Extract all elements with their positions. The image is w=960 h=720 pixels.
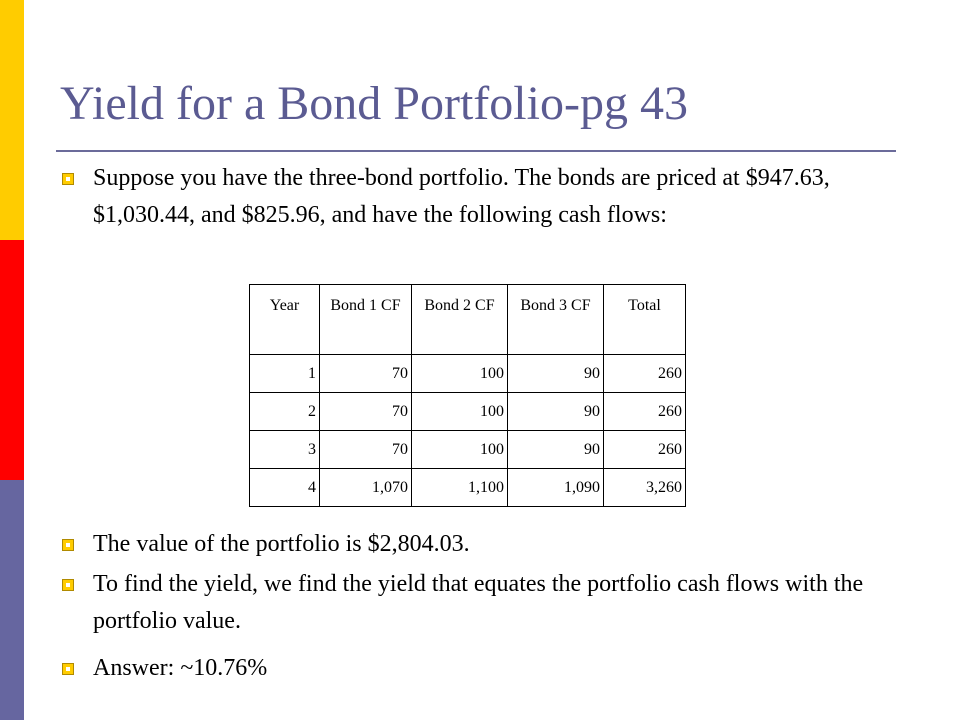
bullet-text: Suppose you have the three-bond portfolio. The bonds are priced at $947.63, $1,030.44, and $825.96, and have the following cash flows: — [93, 165, 830, 228]
accent-bar-red — [0, 240, 24, 480]
bullet-item — [62, 526, 882, 563]
table-row — [250, 393, 686, 431]
table-row — [250, 355, 686, 393]
slide-title: Yield for a Bond Portfolio-pg 43 — [60, 77, 688, 130]
bullet-item — [62, 650, 882, 687]
title-underline — [56, 150, 896, 152]
table-cell: 3 — [250, 431, 320, 469]
table-cell: 2 — [250, 393, 320, 431]
table-cell: 100 — [412, 393, 508, 431]
table-cell: 90 — [508, 355, 604, 393]
table-cell: 100 — [412, 431, 508, 469]
table-cell: 70 — [320, 393, 412, 431]
accent-bar-blue — [0, 480, 24, 720]
bullet-text: To find the yield, we find the yield that equates the portfolio cash flows with the portfolio value. — [93, 571, 864, 634]
table-row — [250, 469, 686, 507]
table-cell: 260 — [604, 431, 686, 469]
table-header-cell: Bond 3 CF — [508, 285, 604, 355]
bullet-text: The value of the portfolio is $2,804.03. — [93, 531, 470, 557]
accent-bar-yellow — [0, 0, 24, 240]
table-cell: 100 — [412, 355, 508, 393]
square-bullet-icon — [62, 579, 74, 591]
table-cell: 4 — [250, 469, 320, 507]
bullet-text: Answer: ~10.76% — [93, 655, 268, 681]
table-cell: 260 — [604, 355, 686, 393]
table-row — [250, 431, 686, 469]
table-cell: 70 — [320, 431, 412, 469]
table-cell: 260 — [604, 393, 686, 431]
bullet-item — [62, 160, 882, 234]
table-cell: 90 — [508, 393, 604, 431]
table-cell: 3,260 — [604, 469, 686, 507]
table-header-cell: Bond 2 CF — [412, 285, 508, 355]
table-cell: 1,100 — [412, 469, 508, 507]
square-bullet-icon — [62, 173, 74, 185]
table-cell: 90 — [508, 431, 604, 469]
table-cell: 1 — [250, 355, 320, 393]
square-bullet-icon — [62, 663, 74, 675]
table-header-cell: Year — [250, 285, 320, 355]
square-bullet-icon — [62, 539, 74, 551]
bullet-item — [62, 566, 882, 640]
table-header-cell: Total — [604, 285, 686, 355]
table-header-row — [250, 285, 686, 355]
cash-flow-table — [249, 284, 686, 507]
table-cell: 1,090 — [508, 469, 604, 507]
table-cell: 1,070 — [320, 469, 412, 507]
table-header-cell: Bond 1 CF — [320, 285, 412, 355]
table-cell: 70 — [320, 355, 412, 393]
